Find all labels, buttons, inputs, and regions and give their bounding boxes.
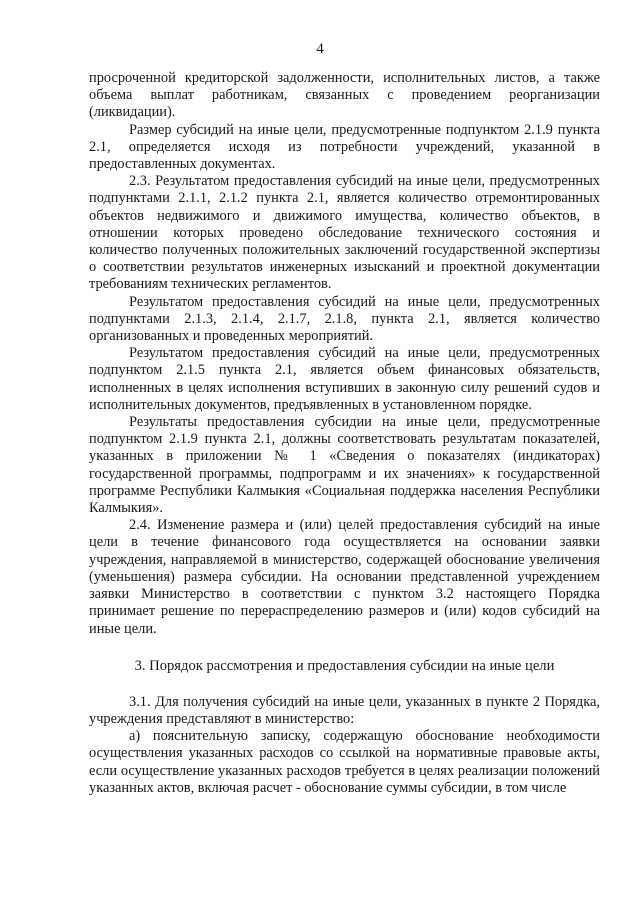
section-heading: 3. Порядок рассмотрения и предоставления субсидии на иные цели [134,657,555,674]
paragraph-results-indicators: Результаты предоставления субсидии на иные цели, предусмотренные подпунктом 2.1.9 пункта 2.1, должны соответствовать результатам показателей, указанных в приложении № 1 «Сведения о показателях (индикаторах) государственной программы, подпрограмм и их значениях» к государственной программе Республики Калмыкия «Социальная поддержка населения Республики Калмыкия». [89,414,600,517]
paragraph-clause-2-3: 2.3. Результатом предоставления субсидий на иные цели, предусмотренных подпунктами 2.1.1, 2.1.2 пункта 2.1, является количество отремонтированных объектов недвижимого и движимого имущества, количество объектов, в отношении которых проведено обследование технического состояния и количество полученных положительных заключений государственной экспертизы о соответствии результатов инженерных изысканий и проектной документации требованиям технических регламентов. [89,173,600,293]
paragraph-result-obligations: Результатом предоставления субсидий на иные цели, предусмотренных подпунктом 2.1.5 пункта 2.1, является объем финансовых обязательств, исполненных в целях исполнения вступивших в законную силу решений судов и исполнительных документов, предъявленных в установленном порядке. [89,345,600,413]
paragraph-continuation: просроченной кредиторской задолженности, исполнительных листов, а также объема выплат работникам, связанных с проведением реорганизации (ликвидации). [89,70,600,121]
paragraph-clause-3-1: 3.1. Для получения субсидий на иные цели, указанных в пункте 2 Порядка, учреждения представляют в министерство: [89,693,600,727]
paragraph-subsidy-size: Размер субсидий на иные цели, предусмотренные подпунктом 2.1.9 пункта 2.1, определяется исходя из потребности учреждений, указанной в предоставленных документах. [89,121,600,173]
paragraph-result-events: Результатом предоставления субсидий на иные цели, предусмотренных подпунктами 2.1.3, 2.1.4, 2.1.7, 2.1.8, пункта 2.1, является количество организованных и проведенных мероприятий. [89,293,600,345]
page-number: 4 [316,41,324,57]
paragraph-item-a: а) пояснительную записку, содержащую обоснование необходимости осуществления указанных расходов со ссылкой на нормативные правовые акты, если осуществление указанных расходов требуется в целях реализации положений указанных актов, включая расчет - обоснование суммы субсидии, в том числе [89,728,600,796]
paragraph-clause-2-4: 2.4. Изменение размера и (или) целей предоставления субсидий на иные цели в течение финансового года осуществляется на основании заявки учреждения, направляемой в министерство, содержащей обоснование увеличения (уменьшения) размера субсидии. На основании представленной учреждением заявки Министерство в соответствии с пунктом 3.2 настоящего Порядка принимает решение по перераспределению размеров и (или) кодов субсидий на иные цели. [89,517,600,637]
document-body [89,70,600,797]
